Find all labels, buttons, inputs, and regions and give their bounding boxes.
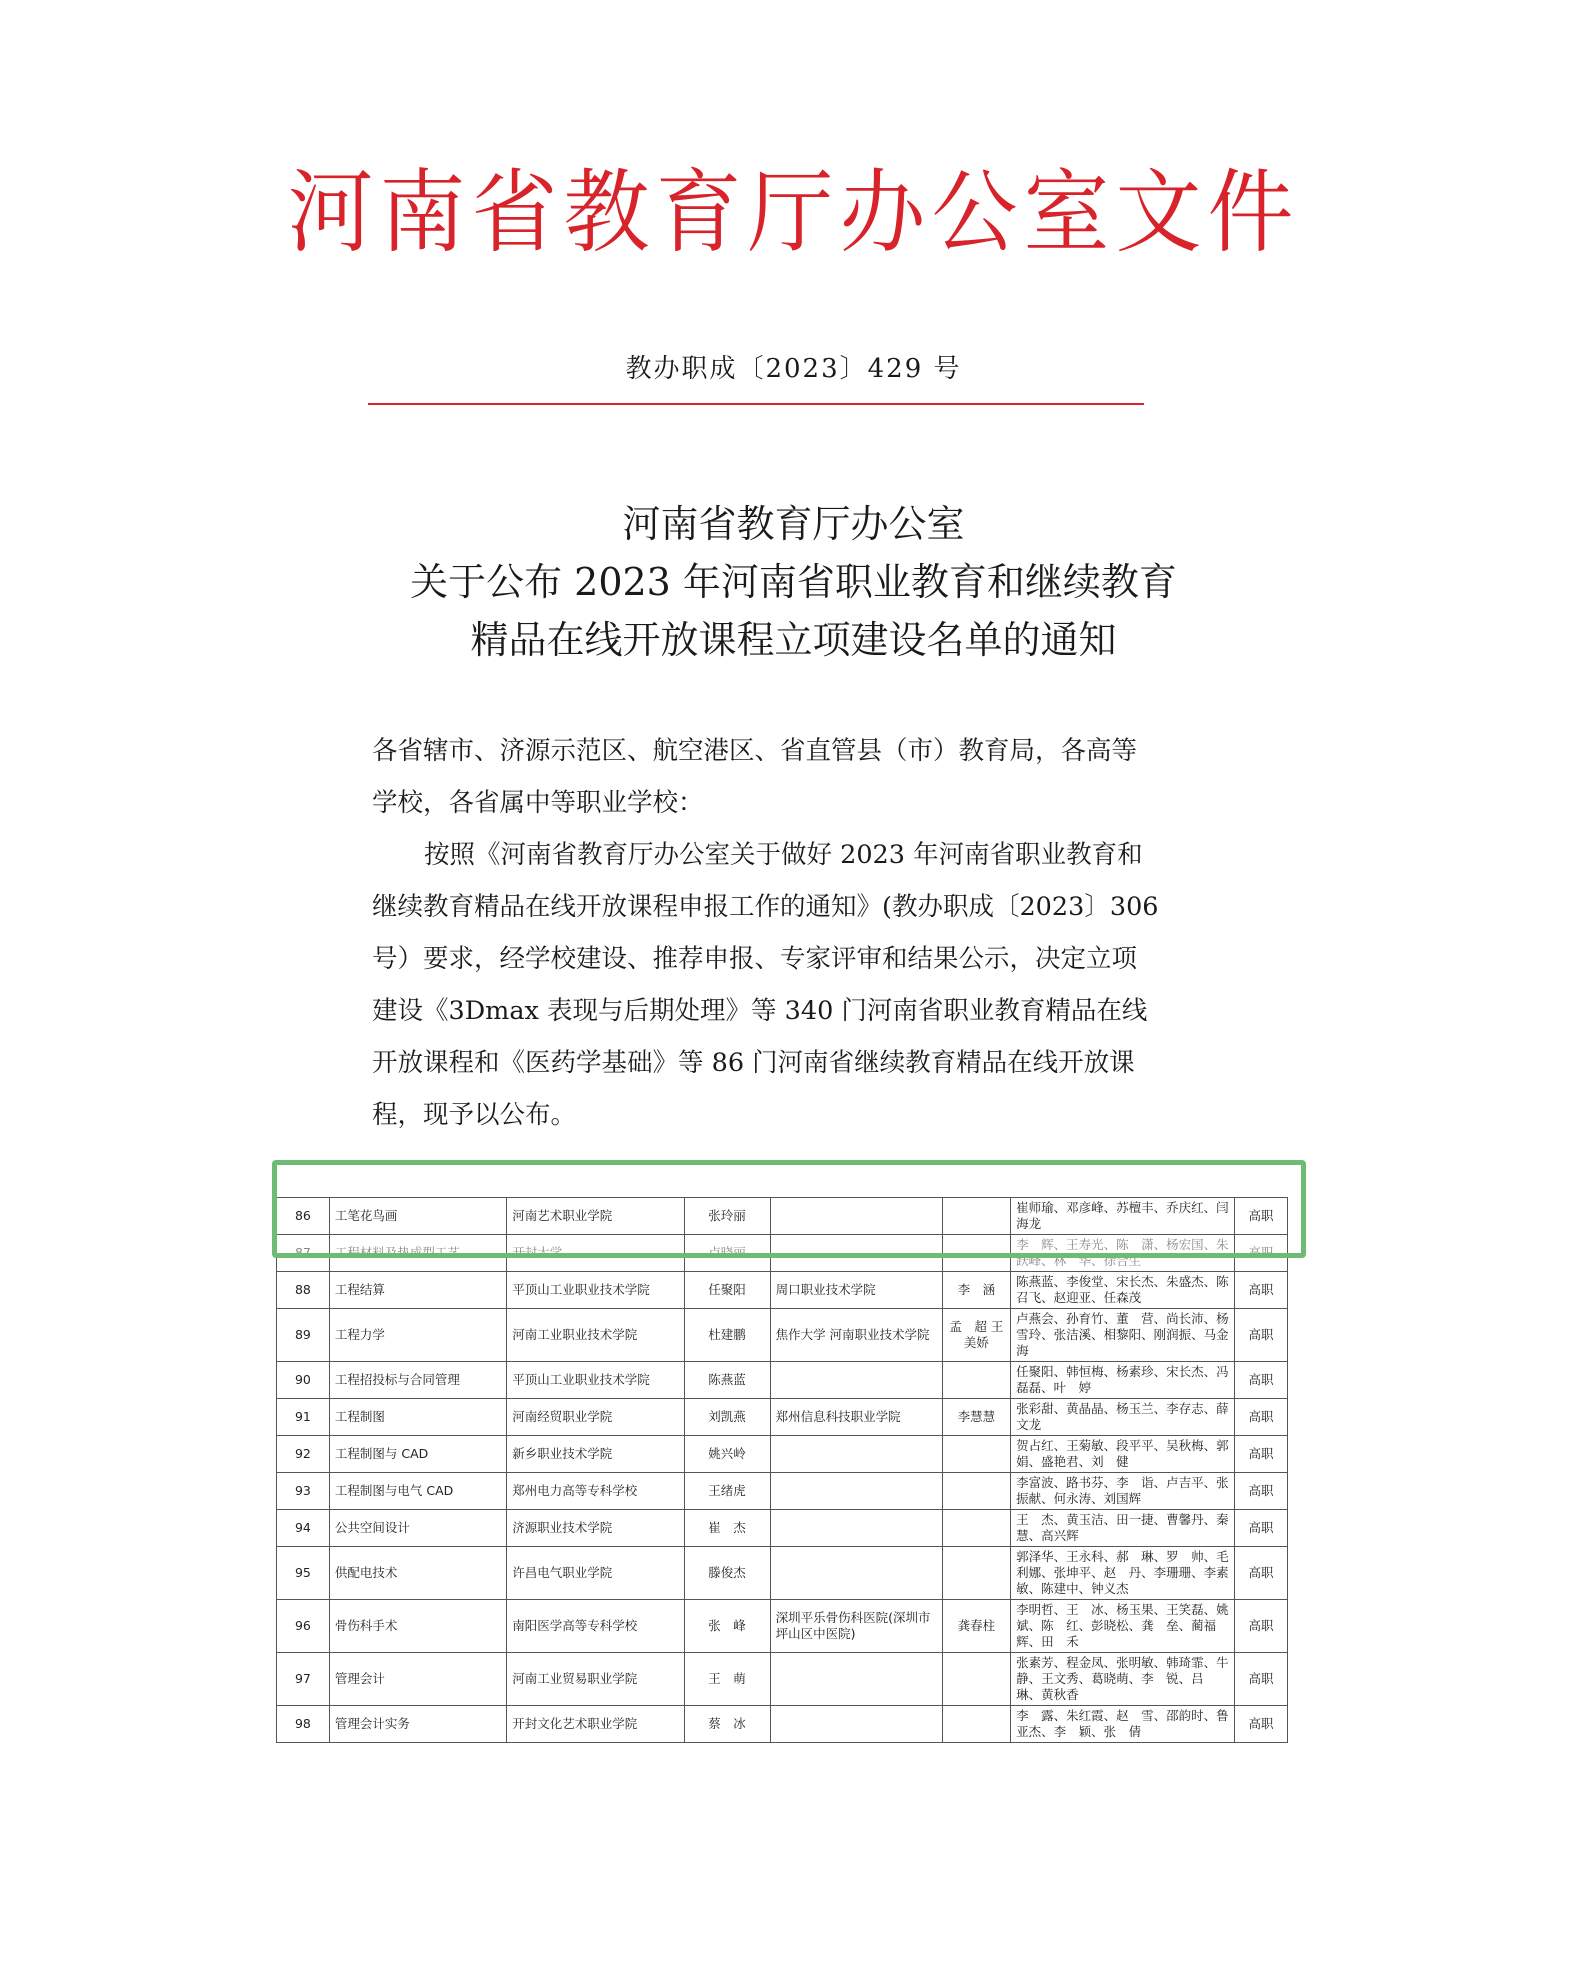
table-row	[277, 1706, 1288, 1743]
cell-coschool	[770, 1547, 942, 1600]
cell-course: 管理会计	[329, 1653, 506, 1706]
notice-heading	[0, 495, 1587, 669]
cell-course: 骨伤科手术	[329, 1600, 506, 1653]
cell-level: 高职	[1235, 1436, 1288, 1473]
cell-members: 李富波、路书芬、李 诣、卢吉平、张振献、何永涛、刘国辉	[1011, 1473, 1235, 1510]
cell-members: 王 杰、黄玉洁、田一捷、曹馨丹、秦 慧、高兴辉	[1011, 1510, 1235, 1547]
cell-leader: 崔 杰	[684, 1510, 770, 1547]
cell-course: 工程结算	[329, 1272, 506, 1309]
red-divider-line	[368, 403, 1144, 405]
cell-course: 工程制图	[329, 1399, 506, 1436]
cell-school: 济源职业技术学院	[507, 1510, 684, 1547]
table-row	[277, 1510, 1288, 1547]
cell-coschool: 周口职业技术学院	[770, 1272, 942, 1309]
cell-course: 工笔花鸟画	[329, 1198, 506, 1235]
cell-no: 90	[277, 1362, 330, 1399]
cell-leader: 张 峰	[684, 1600, 770, 1653]
table-row	[277, 1600, 1288, 1653]
cell-leader: 杜建鹏	[684, 1309, 770, 1362]
cell-school: 开封文化艺术职业学院	[507, 1706, 684, 1743]
cell-members: 张素芳、程金凤、张明敏、韩琦霏、牛 静、王文秀、葛晓萌、李 锐、吕 琳、黄秋香	[1011, 1653, 1235, 1706]
cell-no: 86	[277, 1198, 330, 1235]
cell-no: 92	[277, 1436, 330, 1473]
cell-level: 高职	[1235, 1653, 1288, 1706]
cell-level: 高职	[1235, 1399, 1288, 1436]
cell-leader: 王 萌	[684, 1653, 770, 1706]
cell-coschool: 焦作大学 河南职业技术学院	[770, 1309, 942, 1362]
cell-coschool	[770, 1473, 942, 1510]
cell-coleader: 李 涵	[942, 1272, 1010, 1309]
cell-coleader	[942, 1436, 1010, 1473]
cell-no: 89	[277, 1309, 330, 1362]
cell-coschool: 郑州信息科技职业学院	[770, 1399, 942, 1436]
cell-level: 高职	[1235, 1510, 1288, 1547]
cell-level: 高职	[1235, 1547, 1288, 1600]
cell-coleader	[942, 1653, 1010, 1706]
notice-body	[372, 725, 1162, 1141]
cell-no: 98	[277, 1706, 330, 1743]
cell-school: 许昌电气职业学院	[507, 1547, 684, 1600]
cell-level: 高职	[1235, 1473, 1288, 1510]
cell-level: 高职	[1235, 1272, 1288, 1309]
cell-school: 河南经贸职业学院	[507, 1399, 684, 1436]
cell-coschool	[770, 1510, 942, 1547]
cell-coleader	[942, 1362, 1010, 1399]
cell-school: 郑州电力高等专科学校	[507, 1473, 684, 1510]
cell-members: 李明哲、王 冰、杨玉果、王笑磊、姚 斌、陈 红、彭晓松、龚 垒、蔺福辉、田 禾	[1011, 1600, 1235, 1653]
cell-coleader	[942, 1510, 1010, 1547]
cell-level: 高职	[1235, 1600, 1288, 1653]
cell-level: 高职	[1235, 1198, 1288, 1235]
table-row	[277, 1399, 1288, 1436]
cell-school: 新乡职业技术学院	[507, 1436, 684, 1473]
cell-course: 公共空间设计	[329, 1510, 506, 1547]
cell-no: 91	[277, 1399, 330, 1436]
cell-school: 南阳医学高等专科学校	[507, 1600, 684, 1653]
cell-coschool	[770, 1706, 942, 1743]
cell-course: 管理会计实务	[329, 1706, 506, 1743]
table-row	[277, 1436, 1288, 1473]
table-row	[277, 1547, 1288, 1600]
document-number: 教办职成〔2023〕429 号	[625, 354, 962, 384]
cell-members: 崔师瑜、邓彦峰、苏檀丰、乔庆红、闫海龙	[1011, 1198, 1235, 1235]
cell-level: 高职	[1235, 1309, 1288, 1362]
cell-coschool	[770, 1436, 942, 1473]
cell-members: 张彩甜、黄晶晶、杨玉兰、李存志、薛文龙	[1011, 1399, 1235, 1436]
heading-line-2: 关于公布 2023 年河南省职业教育和继续教育	[410, 560, 1177, 604]
cell-no: 87	[277, 1235, 330, 1272]
cell-members: 李 露、朱红霞、赵 雪、邵韵时、鲁亚杰、李 颖、张 倩	[1011, 1706, 1235, 1743]
cell-coleader: 李慧慧	[942, 1399, 1010, 1436]
cell-no: 96	[277, 1600, 330, 1653]
cell-course: 工程力学	[329, 1309, 506, 1362]
cell-school: 河南工业贸易职业学院	[507, 1653, 684, 1706]
cell-coleader	[942, 1547, 1010, 1600]
table-row	[277, 1272, 1288, 1309]
cell-school: 河南工业职业技术学院	[507, 1309, 684, 1362]
table-row	[277, 1653, 1288, 1706]
cell-members: 郭泽华、王永科、郝 琳、罗 帅、毛利娜、张坤平、赵 丹、李珊珊、李素敏、陈建中、钟义杰	[1011, 1547, 1235, 1600]
cell-level: 高职	[1235, 1235, 1288, 1272]
cell-school: 河南艺术职业学院	[507, 1198, 684, 1235]
cell-leader: 张玲丽	[684, 1198, 770, 1235]
cell-members: 卢燕会、孙育竹、董 营、尚长沛、杨雪玲、张洁溪、相黎阳、刚润振、马金海	[1011, 1309, 1235, 1362]
cell-leader: 姚兴岭	[684, 1436, 770, 1473]
heading-line-1: 河南省教育厅办公室	[622, 502, 965, 546]
table-row	[277, 1473, 1288, 1510]
cell-no: 93	[277, 1473, 330, 1510]
cell-no: 94	[277, 1510, 330, 1547]
salutation: 各省辖市、济源示范区、航空港区、省直管县（市）教育局，各高等学校，各省属中等职业学校：	[372, 736, 1138, 818]
cell-coschool: 深圳平乐骨伤科医院(深圳市坪山区中医院)	[770, 1600, 942, 1653]
cell-course: 工程制图与 CAD	[329, 1436, 506, 1473]
cell-leader: 陈燕蓝	[684, 1362, 770, 1399]
cell-no: 95	[277, 1547, 330, 1600]
cell-coleader: 孟 超 王美娇	[942, 1309, 1010, 1362]
cell-course: 工程材料及热成型工艺	[329, 1235, 506, 1272]
table-row	[277, 1309, 1288, 1362]
table-row	[277, 1362, 1288, 1399]
cell-no: 97	[277, 1653, 330, 1706]
cell-leader: 滕俊杰	[684, 1547, 770, 1600]
cell-leader: 刘凯燕	[684, 1399, 770, 1436]
cell-coleader	[942, 1473, 1010, 1510]
cell-members: 陈燕蓝、李俊堂、宋长杰、朱盛杰、陈召飞、赵迎亚、任森茂	[1011, 1272, 1235, 1309]
cell-members: 贺占红、王菊敏、段平平、吴秋梅、郭 娟、盛艳君、刘 健	[1011, 1436, 1235, 1473]
cell-level: 高职	[1235, 1362, 1288, 1399]
course-list-table	[276, 1197, 1288, 1743]
cell-leader: 卢晓丽	[684, 1235, 770, 1272]
cell-no: 88	[277, 1272, 330, 1309]
cell-leader: 任聚阳	[684, 1272, 770, 1309]
cell-leader: 蔡 冰	[684, 1706, 770, 1743]
cell-level: 高职	[1235, 1706, 1288, 1743]
cell-leader: 王绪虎	[684, 1473, 770, 1510]
cell-members: 李 辉、王寿光、陈 潇、杨宏国、朱跃峰、林 华、徐合生	[1011, 1235, 1235, 1272]
cell-coschool	[770, 1362, 942, 1399]
cell-course: 工程制图与电气 CAD	[329, 1473, 506, 1510]
cell-members: 任聚阳、韩恒梅、杨素珍、宋长杰、冯磊磊、叶 婷	[1011, 1362, 1235, 1399]
heading-line-3: 精品在线开放课程立项建设名单的通知	[470, 618, 1117, 662]
cell-course: 供配电技术	[329, 1547, 506, 1600]
cell-coleader: 龚春柱	[942, 1600, 1010, 1653]
highlight-box	[272, 1160, 1306, 1258]
cell-school: 平顶山工业职业技术学院	[507, 1272, 684, 1309]
document-red-header: 河南省教育厅办公室文件	[287, 160, 1300, 266]
cell-coschool	[770, 1653, 942, 1706]
cell-coleader	[942, 1706, 1010, 1743]
cell-school: 平顶山工业职业技术学院	[507, 1362, 684, 1399]
body-paragraph: 按照《河南省教育厅办公室关于做好 2023 年河南省职业教育和继续教育精品在线开放课程申报工作的通知》(教办职成〔2023〕306 号）要求，经学校建设、推荐申报、专家评审和结果公示，决定立项建设《3Dmax 表现与后期处理》等 340 门河南省职业教育精品在线开放课程和《医药学基础》等 86 门河南省继续教育精品在线开放课程，现予以公布。	[372, 840, 1159, 1130]
cell-course: 工程招投标与合同管理	[329, 1362, 506, 1399]
cell-school: 开封大学	[507, 1235, 684, 1272]
